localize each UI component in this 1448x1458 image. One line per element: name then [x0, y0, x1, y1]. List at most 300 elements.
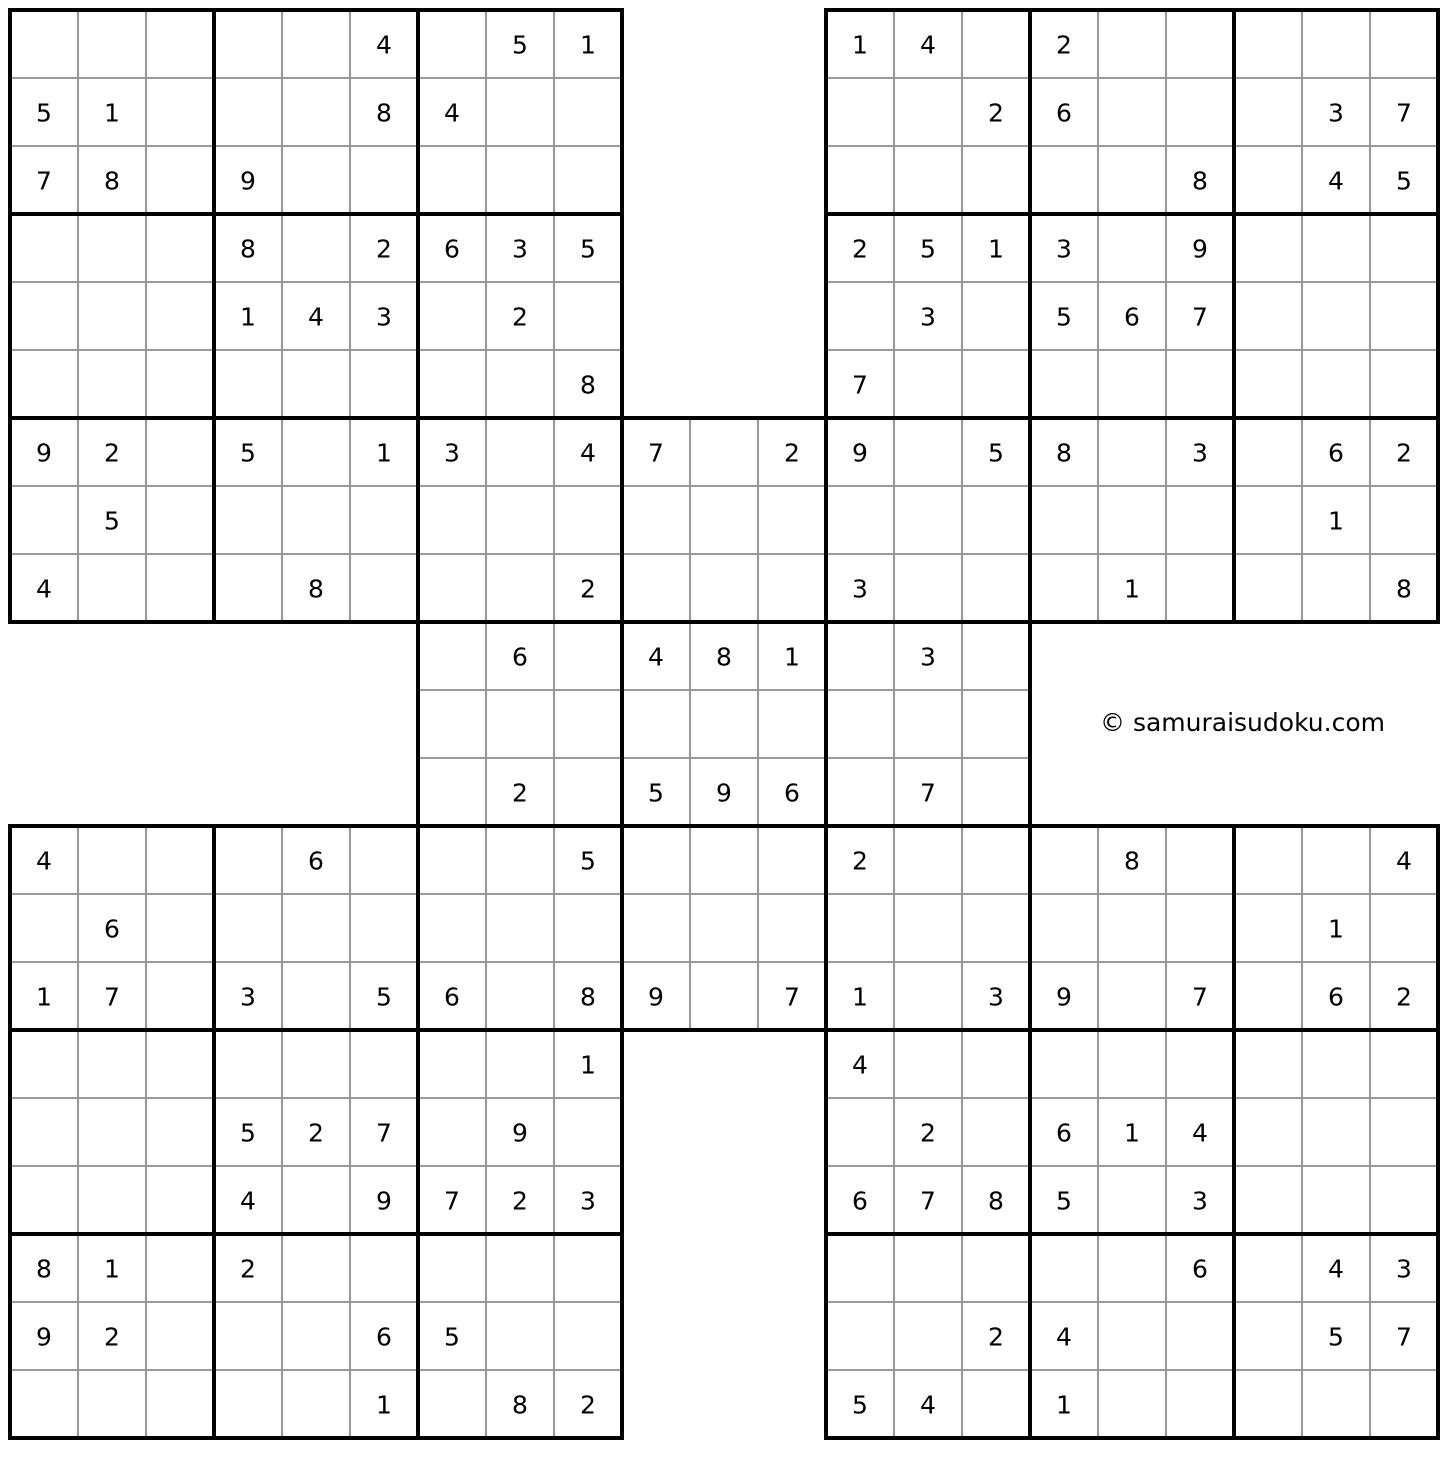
- sudoku-cell[interactable]: [690, 894, 758, 962]
- sudoku-cell[interactable]: [1302, 826, 1370, 894]
- given-digit: 7: [1396, 1322, 1412, 1352]
- sudoku-cell[interactable]: [1234, 418, 1302, 486]
- sudoku-cell[interactable]: [350, 1030, 418, 1098]
- sudoku-cell[interactable]: [1098, 894, 1166, 962]
- sudoku-cell[interactable]: [1302, 1370, 1370, 1438]
- given-digit: 9: [512, 1118, 528, 1148]
- sudoku-cell[interactable]: [10, 10, 78, 78]
- sudoku-cell[interactable]: [962, 554, 1030, 622]
- sudoku-cell[interactable]: [486, 962, 554, 1030]
- sudoku-cell[interactable]: [1166, 78, 1234, 146]
- sudoku-cell[interactable]: [1098, 418, 1166, 486]
- given-digit: 1: [376, 438, 392, 468]
- sudoku-cell[interactable]: [282, 10, 350, 78]
- given-digit: 8: [716, 642, 732, 672]
- sudoku-cell[interactable]: [554, 146, 622, 214]
- given-digit: 6: [1056, 98, 1072, 128]
- sudoku-cell[interactable]: [418, 486, 486, 554]
- given-digit: 8: [1056, 438, 1072, 468]
- sudoku-cell[interactable]: [826, 282, 894, 350]
- sudoku-cell[interactable]: [1302, 554, 1370, 622]
- sudoku-cell[interactable]: [554, 486, 622, 554]
- sudoku-cell[interactable]: [826, 894, 894, 962]
- sudoku-cell[interactable]: [1098, 1234, 1166, 1302]
- given-digit: 1: [1056, 1390, 1072, 1420]
- sudoku-cell[interactable]: [894, 418, 962, 486]
- sudoku-cell[interactable]: [1166, 486, 1234, 554]
- given-digit: 3: [580, 1186, 596, 1216]
- sudoku-cell[interactable]: [418, 1030, 486, 1098]
- sudoku-cell[interactable]: [894, 894, 962, 962]
- sudoku-cell[interactable]: [1166, 10, 1234, 78]
- sudoku-cell[interactable]: [690, 486, 758, 554]
- sudoku-cell[interactable]: [962, 1370, 1030, 1438]
- sudoku-cell[interactable]: [350, 486, 418, 554]
- sudoku-cell[interactable]: [78, 1030, 146, 1098]
- sudoku-cell[interactable]: [78, 282, 146, 350]
- sudoku-cell[interactable]: [1234, 146, 1302, 214]
- sudoku-cell[interactable]: [214, 78, 282, 146]
- sudoku-cell[interactable]: [418, 1370, 486, 1438]
- sudoku-cell[interactable]: [214, 1370, 282, 1438]
- sudoku-cell[interactable]: [1166, 1302, 1234, 1370]
- sudoku-cell[interactable]: [1234, 1302, 1302, 1370]
- sudoku-cell[interactable]: [1098, 78, 1166, 146]
- given-digit: 6: [104, 914, 120, 944]
- sudoku-cell[interactable]: [1302, 350, 1370, 418]
- sudoku-cell[interactable]: [554, 1234, 622, 1302]
- sudoku-cell[interactable]: [1166, 1030, 1234, 1098]
- sudoku-cell[interactable]: [78, 554, 146, 622]
- given-digit: 3: [920, 642, 936, 672]
- sudoku-cell[interactable]: [418, 146, 486, 214]
- given-digit: 1: [580, 1050, 596, 1080]
- given-digit: 5: [580, 234, 596, 264]
- given-digit: 4: [920, 30, 936, 60]
- sudoku-cell[interactable]: [78, 1370, 146, 1438]
- given-digit: 4: [36, 846, 52, 876]
- sudoku-cell[interactable]: [146, 1370, 214, 1438]
- given-digit: 5: [444, 1322, 460, 1352]
- sudoku-cell[interactable]: [282, 894, 350, 962]
- sudoku-cell[interactable]: [1302, 1166, 1370, 1234]
- given-digit: 4: [376, 30, 392, 60]
- sudoku-cell[interactable]: [78, 1166, 146, 1234]
- sudoku-cell[interactable]: [554, 690, 622, 758]
- sudoku-cell[interactable]: [282, 78, 350, 146]
- sudoku-cell[interactable]: [282, 418, 350, 486]
- sudoku-cell[interactable]: [282, 350, 350, 418]
- sudoku-cell[interactable]: [486, 350, 554, 418]
- given-digit: 3: [376, 302, 392, 332]
- sudoku-cell[interactable]: [1370, 1030, 1438, 1098]
- sudoku-cell[interactable]: [1302, 1098, 1370, 1166]
- sudoku-cell[interactable]: [282, 1234, 350, 1302]
- sudoku-cell[interactable]: [486, 418, 554, 486]
- sudoku-cell[interactable]: [146, 1302, 214, 1370]
- sudoku-cell[interactable]: [78, 1098, 146, 1166]
- given-digit: 3: [988, 982, 1004, 1012]
- sudoku-cell[interactable]: [214, 10, 282, 78]
- sudoku-cell[interactable]: [1234, 486, 1302, 554]
- sudoku-cell[interactable]: [10, 894, 78, 962]
- sudoku-cell[interactable]: [554, 758, 622, 826]
- given-digit: 7: [920, 778, 936, 808]
- given-digit: 5: [240, 438, 256, 468]
- sudoku-cell[interactable]: [78, 214, 146, 282]
- sudoku-cell[interactable]: [350, 894, 418, 962]
- sudoku-cell[interactable]: [554, 622, 622, 690]
- sudoku-cell[interactable]: [146, 350, 214, 418]
- sudoku-cell[interactable]: [10, 350, 78, 418]
- sudoku-cell[interactable]: [758, 554, 826, 622]
- sudoku-cell[interactable]: [282, 486, 350, 554]
- sudoku-cell[interactable]: [1098, 146, 1166, 214]
- sudoku-cell[interactable]: [962, 894, 1030, 962]
- sudoku-cell[interactable]: [1166, 826, 1234, 894]
- sudoku-cell[interactable]: [1030, 894, 1098, 962]
- sudoku-cell[interactable]: [486, 690, 554, 758]
- sudoku-cell[interactable]: [1030, 1030, 1098, 1098]
- given-digit: 5: [988, 438, 1004, 468]
- given-digit: 5: [376, 982, 392, 1012]
- sudoku-cell[interactable]: [486, 554, 554, 622]
- sudoku-cell[interactable]: [1370, 350, 1438, 418]
- sudoku-cell[interactable]: [758, 826, 826, 894]
- sudoku-cell[interactable]: [554, 78, 622, 146]
- sudoku-cell[interactable]: [894, 1234, 962, 1302]
- given-digit: 3: [852, 574, 868, 604]
- sudoku-cell[interactable]: [1234, 214, 1302, 282]
- sudoku-cell[interactable]: [486, 826, 554, 894]
- sudoku-cell[interactable]: [146, 486, 214, 554]
- given-digit: 1: [104, 1254, 120, 1284]
- sudoku-cell[interactable]: [418, 1098, 486, 1166]
- sudoku-cell[interactable]: [1234, 894, 1302, 962]
- sudoku-cell[interactable]: [418, 554, 486, 622]
- sudoku-cell[interactable]: [622, 690, 690, 758]
- sudoku-cell[interactable]: [962, 282, 1030, 350]
- sudoku-cell[interactable]: [690, 962, 758, 1030]
- sudoku-cell[interactable]: [1234, 826, 1302, 894]
- sudoku-cell[interactable]: [1302, 10, 1370, 78]
- sudoku-cell[interactable]: [486, 486, 554, 554]
- given-digit: 8: [1396, 574, 1412, 604]
- sudoku-cell[interactable]: [554, 1098, 622, 1166]
- sudoku-cell[interactable]: [214, 1030, 282, 1098]
- sudoku-cell[interactable]: [146, 826, 214, 894]
- sudoku-cell[interactable]: [282, 1030, 350, 1098]
- sudoku-cell[interactable]: [282, 962, 350, 1030]
- sudoku-cell[interactable]: [1234, 78, 1302, 146]
- sudoku-cell[interactable]: [146, 554, 214, 622]
- sudoku-cell[interactable]: [622, 486, 690, 554]
- sudoku-cell[interactable]: [758, 894, 826, 962]
- sudoku-cell[interactable]: [826, 622, 894, 690]
- sudoku-cell[interactable]: [146, 1030, 214, 1098]
- sudoku-cell[interactable]: [486, 146, 554, 214]
- given-digit: 3: [1396, 1254, 1412, 1284]
- sudoku-cell[interactable]: [758, 690, 826, 758]
- sudoku-cell[interactable]: [146, 1234, 214, 1302]
- given-digit: 6: [512, 642, 528, 672]
- sudoku-cell[interactable]: [1030, 554, 1098, 622]
- sudoku-cell[interactable]: [1370, 282, 1438, 350]
- sudoku-cell[interactable]: [1370, 1166, 1438, 1234]
- sudoku-cell[interactable]: [486, 1030, 554, 1098]
- given-digit: 1: [376, 1390, 392, 1420]
- sudoku-cell[interactable]: [146, 10, 214, 78]
- sudoku-cell[interactable]: [962, 1030, 1030, 1098]
- sudoku-cell[interactable]: [962, 1234, 1030, 1302]
- sudoku-cell[interactable]: [962, 622, 1030, 690]
- sudoku-cell[interactable]: [282, 1302, 350, 1370]
- sudoku-cell[interactable]: [350, 1234, 418, 1302]
- sudoku-cell[interactable]: [1098, 1166, 1166, 1234]
- given-digit: 6: [444, 234, 460, 264]
- sudoku-cell[interactable]: [826, 486, 894, 554]
- given-digit: 8: [308, 574, 324, 604]
- sudoku-cell[interactable]: [962, 690, 1030, 758]
- sudoku-cell[interactable]: [1098, 962, 1166, 1030]
- given-digit: 4: [1396, 846, 1412, 876]
- sudoku-cell[interactable]: [1234, 962, 1302, 1030]
- sudoku-cell[interactable]: [690, 418, 758, 486]
- sudoku-cell[interactable]: [894, 962, 962, 1030]
- sudoku-cell[interactable]: [214, 486, 282, 554]
- sudoku-cell[interactable]: [1302, 1030, 1370, 1098]
- sudoku-cell[interactable]: [962, 486, 1030, 554]
- sudoku-cell[interactable]: [78, 10, 146, 78]
- sudoku-cell[interactable]: [1234, 10, 1302, 78]
- sudoku-cell[interactable]: [1370, 10, 1438, 78]
- sudoku-cell[interactable]: [1166, 894, 1234, 962]
- sudoku-cell[interactable]: [350, 554, 418, 622]
- sudoku-cell[interactable]: [10, 1166, 78, 1234]
- sudoku-cell[interactable]: [1234, 350, 1302, 418]
- sudoku-cell[interactable]: [1234, 554, 1302, 622]
- given-digit: 2: [580, 574, 596, 604]
- sudoku-cell[interactable]: [350, 146, 418, 214]
- sudoku-cell[interactable]: [486, 1302, 554, 1370]
- given-digit: 6: [1124, 302, 1140, 332]
- sudoku-cell[interactable]: [214, 826, 282, 894]
- sudoku-cell[interactable]: [418, 758, 486, 826]
- given-digit: 3: [1328, 98, 1344, 128]
- sudoku-cell[interactable]: [10, 214, 78, 282]
- given-digit: 2: [512, 1186, 528, 1216]
- sudoku-cell[interactable]: [214, 894, 282, 962]
- sudoku-cell[interactable]: [1098, 1302, 1166, 1370]
- sudoku-cell[interactable]: [1234, 1370, 1302, 1438]
- sudoku-cell[interactable]: [78, 826, 146, 894]
- given-digit: 5: [852, 1390, 868, 1420]
- sudoku-cell[interactable]: [10, 1370, 78, 1438]
- sudoku-cell[interactable]: [826, 1098, 894, 1166]
- sudoku-cell[interactable]: [1234, 1098, 1302, 1166]
- sudoku-cell[interactable]: [1234, 282, 1302, 350]
- given-digit: 2: [1396, 982, 1412, 1012]
- sudoku-cell[interactable]: [1302, 282, 1370, 350]
- given-digit: 4: [1056, 1322, 1072, 1352]
- given-digit: 4: [240, 1186, 256, 1216]
- sudoku-cell[interactable]: [1234, 1234, 1302, 1302]
- sudoku-cell[interactable]: [146, 78, 214, 146]
- given-digit: 2: [376, 234, 392, 264]
- sudoku-cell[interactable]: [826, 758, 894, 826]
- sudoku-cell[interactable]: [690, 690, 758, 758]
- sudoku-cell[interactable]: [690, 554, 758, 622]
- sudoku-cell[interactable]: [146, 146, 214, 214]
- sudoku-cell[interactable]: [1370, 486, 1438, 554]
- sudoku-cell[interactable]: [962, 826, 1030, 894]
- sudoku-cell[interactable]: [622, 894, 690, 962]
- sudoku-cell[interactable]: [894, 350, 962, 418]
- sudoku-cell[interactable]: [894, 486, 962, 554]
- sudoku-cell[interactable]: [1030, 826, 1098, 894]
- given-digit: 8: [1124, 846, 1140, 876]
- sudoku-cell[interactable]: [1030, 350, 1098, 418]
- sudoku-cell[interactable]: [894, 1302, 962, 1370]
- sudoku-cell[interactable]: [826, 146, 894, 214]
- given-digit: 8: [580, 370, 596, 400]
- given-digit: 7: [1192, 982, 1208, 1012]
- sudoku-cell[interactable]: [962, 10, 1030, 78]
- sudoku-cell[interactable]: [10, 1030, 78, 1098]
- sudoku-cell[interactable]: [894, 554, 962, 622]
- sudoku-cell[interactable]: [1370, 1370, 1438, 1438]
- sudoku-cell[interactable]: [826, 1302, 894, 1370]
- given-digit: 7: [1192, 302, 1208, 332]
- sudoku-cell[interactable]: [146, 282, 214, 350]
- sudoku-cell[interactable]: [1302, 214, 1370, 282]
- sudoku-cell[interactable]: [350, 350, 418, 418]
- sudoku-cell[interactable]: [350, 826, 418, 894]
- given-digit: 2: [104, 438, 120, 468]
- sudoku-cell[interactable]: [146, 214, 214, 282]
- sudoku-cell[interactable]: [418, 10, 486, 78]
- sudoku-cell[interactable]: [1370, 1098, 1438, 1166]
- sudoku-cell[interactable]: [1030, 1234, 1098, 1302]
- sudoku-cell[interactable]: [282, 146, 350, 214]
- sudoku-cell[interactable]: [418, 1234, 486, 1302]
- sudoku-cell[interactable]: [1166, 1370, 1234, 1438]
- given-digit: 1: [36, 982, 52, 1012]
- sudoku-cell[interactable]: [418, 350, 486, 418]
- sudoku-cell[interactable]: [10, 1098, 78, 1166]
- sudoku-cell[interactable]: [214, 350, 282, 418]
- sudoku-cell[interactable]: [622, 826, 690, 894]
- sudoku-cell[interactable]: [1098, 1030, 1166, 1098]
- sudoku-cell[interactable]: [826, 1234, 894, 1302]
- sudoku-cell[interactable]: [894, 78, 962, 146]
- sudoku-cell[interactable]: [282, 1166, 350, 1234]
- sudoku-cell[interactable]: [486, 1234, 554, 1302]
- given-digit: 2: [240, 1254, 256, 1284]
- sudoku-cell[interactable]: [554, 282, 622, 350]
- sudoku-cell[interactable]: [146, 962, 214, 1030]
- sudoku-cell[interactable]: [146, 1098, 214, 1166]
- given-digit: 7: [852, 370, 868, 400]
- sudoku-cell[interactable]: [418, 894, 486, 962]
- sudoku-cell[interactable]: [214, 1302, 282, 1370]
- sudoku-cell[interactable]: [146, 894, 214, 962]
- sudoku-cell[interactable]: [894, 1030, 962, 1098]
- given-digit: 5: [1328, 1322, 1344, 1352]
- sudoku-cell[interactable]: [826, 690, 894, 758]
- given-digit: 3: [1192, 438, 1208, 468]
- sudoku-cell[interactable]: [1166, 350, 1234, 418]
- sudoku-cell[interactable]: [1098, 350, 1166, 418]
- sudoku-cell[interactable]: [622, 554, 690, 622]
- sudoku-cell[interactable]: [962, 350, 1030, 418]
- given-digit: 2: [512, 302, 528, 332]
- sudoku-cell[interactable]: [418, 690, 486, 758]
- sudoku-cell[interactable]: [1234, 1030, 1302, 1098]
- sudoku-cell[interactable]: [1098, 486, 1166, 554]
- sudoku-cell[interactable]: [10, 282, 78, 350]
- given-digit: 6: [444, 982, 460, 1012]
- given-digit: 2: [1396, 438, 1412, 468]
- sudoku-cell[interactable]: [758, 486, 826, 554]
- given-digit: 5: [1396, 166, 1412, 196]
- sudoku-cell[interactable]: [214, 554, 282, 622]
- sudoku-cell[interactable]: [1030, 486, 1098, 554]
- sudoku-cell[interactable]: [282, 214, 350, 282]
- given-digit: 6: [784, 778, 800, 808]
- sudoku-cell[interactable]: [554, 1302, 622, 1370]
- given-digit: 2: [852, 234, 868, 264]
- given-digit: 1: [240, 302, 256, 332]
- sudoku-cell[interactable]: [962, 146, 1030, 214]
- sudoku-cell[interactable]: [486, 78, 554, 146]
- given-digit: 1: [988, 234, 1004, 264]
- given-digit: 9: [36, 1322, 52, 1352]
- sudoku-cell[interactable]: [1370, 214, 1438, 282]
- copyright-notice: © samuraisudoku.com: [1100, 708, 1385, 737]
- sudoku-cell[interactable]: [78, 350, 146, 418]
- given-digit: 1: [1328, 506, 1344, 536]
- sudoku-cell[interactable]: [1098, 10, 1166, 78]
- sudoku-cell[interactable]: [894, 146, 962, 214]
- sudoku-cell[interactable]: [418, 622, 486, 690]
- sudoku-cell[interactable]: [554, 894, 622, 962]
- given-digit: 5: [580, 846, 596, 876]
- sudoku-cell[interactable]: [1098, 214, 1166, 282]
- sudoku-cell[interactable]: [1370, 894, 1438, 962]
- sudoku-cell[interactable]: [1234, 1166, 1302, 1234]
- sudoku-cell[interactable]: [10, 486, 78, 554]
- sudoku-cell[interactable]: [1098, 1370, 1166, 1438]
- sudoku-cell[interactable]: [418, 282, 486, 350]
- sudoku-cell[interactable]: [826, 78, 894, 146]
- given-digit: 8: [580, 982, 596, 1012]
- sudoku-cell[interactable]: [690, 826, 758, 894]
- given-digit: 3: [1056, 234, 1072, 264]
- sudoku-cell[interactable]: [418, 826, 486, 894]
- sudoku-cell[interactable]: [1030, 146, 1098, 214]
- sudoku-cell[interactable]: [146, 418, 214, 486]
- sudoku-cell[interactable]: [894, 826, 962, 894]
- sudoku-cell[interactable]: [962, 758, 1030, 826]
- sudoku-cell[interactable]: [1166, 554, 1234, 622]
- sudoku-cell[interactable]: [962, 1098, 1030, 1166]
- sudoku-cell[interactable]: [282, 1370, 350, 1438]
- given-digit: 8: [104, 166, 120, 196]
- sudoku-cell[interactable]: [146, 1166, 214, 1234]
- sudoku-cell[interactable]: [486, 894, 554, 962]
- sudoku-cell[interactable]: [894, 690, 962, 758]
